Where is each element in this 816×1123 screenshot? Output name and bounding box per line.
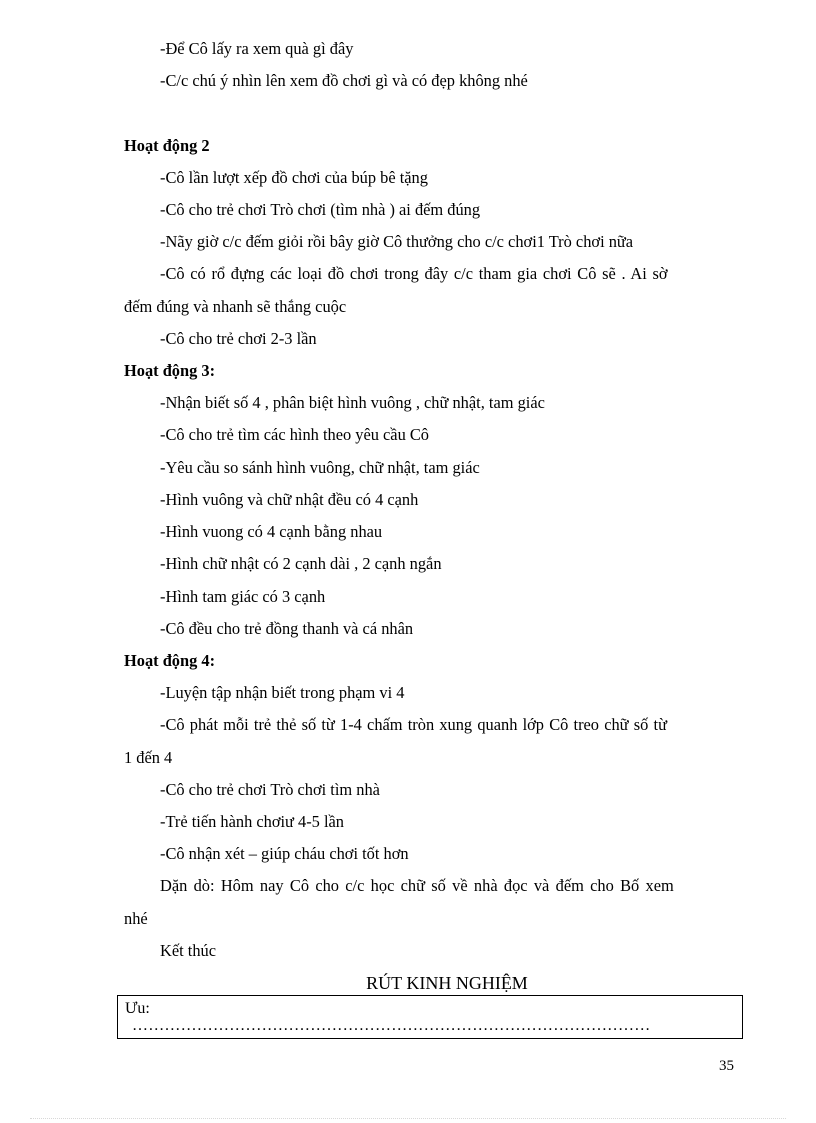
line-18: -Cô đều cho trẻ đồng thanh và cá nhân <box>160 619 414 638</box>
line-7: -Cô có rổ đựng các loại đồ chơi trong đây c/c tham gia chơi Cô sẽ . Ai sờ <box>160 264 668 283</box>
line-16: -Hình chữ nhật có 2 cạnh dài , 2 cạnh ngắn <box>160 554 442 573</box>
line-4: -Cô lần lượt xếp đồ chơi của búp bê tặng <box>160 168 428 187</box>
line-12: -Cô cho trẻ tìm các hình theo yêu cầu Cô <box>160 425 429 444</box>
heading-hoat-dong-4: Hoạt động 4: <box>124 651 216 670</box>
notes-label: Ưu: <box>125 1000 150 1017</box>
line-15: -Hình vuong có 4 cạnh bằng nhau <box>160 522 383 541</box>
section-title: RÚT KINH NGHIỆM <box>366 973 528 993</box>
line-27: nhé <box>124 909 148 928</box>
line-24: -Trẻ tiến hành chơiư 4-5 lần <box>160 812 345 831</box>
line-6: -Nãy giờ c/c đếm giỏi rồi bây giờ Cô thưởng cho c/c chơi1 Trò chơi nữa <box>160 232 634 251</box>
line-9: -Cô cho trẻ chơi 2-3 lần <box>160 329 317 348</box>
line-5: -Cô cho trẻ chơi Trò chơi (tìm nhà ) ai đếm đúng <box>160 200 481 219</box>
bottom-divider <box>30 1118 786 1119</box>
line-14: -Hình vuông và chữ nhật đều có 4 cạnh <box>160 490 419 509</box>
line-11: -Nhận biết số 4 , phân biệt hình vuông , chữ nhật, tam giác <box>160 393 545 412</box>
notes-box <box>117 995 743 1039</box>
line-22: 1 đến 4 <box>124 748 173 767</box>
line-21: -Cô phát mỗi trẻ thẻ số từ 1-4 chấm tròn xung quanh lớp Cô treo chữ số từ <box>160 715 667 734</box>
line-2: -C/c chú ý nhìn lên xem đồ chơi gì và có đẹp không nhé <box>160 71 528 90</box>
line-8: đếm đúng và nhanh sẽ thắng cuộc <box>124 297 347 316</box>
line-23: -Cô cho trẻ chơi Trò chơi tìm nhà <box>160 780 380 799</box>
line-1: -Để Cô lấy ra xem quà gì đây <box>160 39 354 58</box>
heading-hoat-dong-3: Hoạt động 3: <box>124 361 216 380</box>
line-26: Dặn dò: Hôm nay Cô cho c/c học chữ số về nhà đọc và đếm cho Bố xem <box>160 876 674 895</box>
line-25: -Cô nhận xét – giúp cháu chơi tốt hơn <box>160 844 409 863</box>
line-20: -Luyện tập nhận biết trong phạm vi 4 <box>160 683 405 702</box>
line-17: -Hình tam giác có 3 cạnh <box>160 587 326 606</box>
notes-dots: …………………………………………………………………………………… <box>132 1017 651 1034</box>
line-13: -Yêu cầu so sánh hình vuông, chữ nhật, tam giác <box>160 458 480 477</box>
page-number: 35 <box>719 1058 734 1074</box>
line-28: Kết thúc <box>160 941 216 960</box>
heading-hoat-dong-2: Hoạt động 2 <box>124 136 210 155</box>
